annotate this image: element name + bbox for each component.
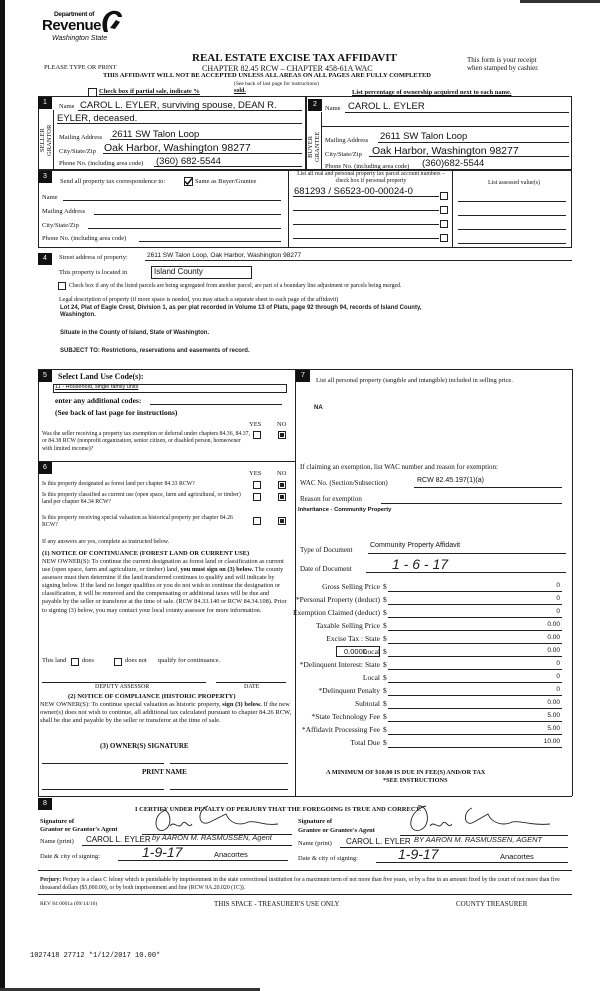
situate-text[interactable]: Situate in the County of Island, State of Washington.: [60, 330, 210, 336]
does-qualify-checkbox[interactable]: [71, 658, 79, 666]
seller-exemption-question: Was the seller receiving a property tax exemption or deferral under chapters 84.36, 84.37, or 84.38 RCW (nonprofit organization, senior citizen, or disabled person, homeowner with limited income)?: [42, 431, 250, 452]
does-label: does: [82, 657, 94, 664]
parcel-line-2[interactable]: [293, 203, 439, 211]
grantor-sig-label-1: Signature of: [40, 818, 75, 825]
notice-of-compliance-text: [40, 701, 292, 724]
deputy-assessor-sig-line[interactable]: [42, 672, 206, 683]
reason-exemption-label: Reason for exemption: [300, 495, 362, 503]
current-use-yes[interactable]: [253, 493, 261, 501]
notice-of-continuance-text: [42, 558, 290, 615]
assessor-date-line[interactable]: [216, 672, 286, 683]
section-6-yes-header: YES: [249, 470, 262, 477]
corr-address-input[interactable]: [94, 207, 281, 215]
historical-property-yes[interactable]: [253, 517, 261, 525]
assessed-line-3[interactable]: [458, 222, 566, 230]
dollar-sign: $: [383, 738, 387, 747]
street-address-label: Street address of property:: [59, 254, 128, 261]
personal-property-checkbox-4[interactable]: [440, 234, 448, 242]
buyer-name-line-2: [322, 117, 569, 127]
fee-label: Total Due: [350, 738, 380, 747]
buyer-city-value[interactable]: Oak Harbor, Washington 98277: [372, 145, 519, 157]
parcel-line-3[interactable]: [293, 217, 439, 225]
section-5-number: 5: [38, 370, 52, 382]
forest-land-yes[interactable]: [253, 481, 261, 489]
grantee-agent-handwritten: BY AARON M. RASMUSSEN, AGENT: [414, 835, 543, 844]
fee-value[interactable]: 0.00: [547, 621, 560, 628]
corr-city-input[interactable]: [88, 221, 281, 229]
fee-row: [298, 634, 566, 645]
buyer-city-label: City/State/Zip: [325, 151, 362, 158]
segregated-checkbox[interactable]: [58, 282, 66, 290]
historical-property-question: Is this property receiving special valuation as historical property per chapter 84.26 RCW?: [42, 515, 233, 529]
dor-logo-icon: [98, 8, 124, 34]
dollar-sign: $: [383, 712, 387, 721]
parcel-header: List all real and personal property tax parcel account numbers – check box if personal property: [297, 171, 445, 184]
notice2-text-a: NEW OWNER(S): To continue special valuation as historic property,: [40, 701, 221, 708]
grantee-name-print-label: Name (print): [298, 840, 332, 847]
grantor-signature: [148, 800, 288, 836]
buyer-address-label: Mailing Address: [325, 137, 369, 144]
fee-row: [295, 595, 566, 606]
same-as-buyer-checkbox[interactable]: [184, 177, 193, 186]
grantee-sig-label-1: Signature of: [298, 818, 333, 825]
receipt-note-1: This form is your receipt: [467, 56, 537, 64]
fee-label: *Affidavit Processing Fee: [301, 725, 380, 734]
see-instructions-note: *SEE INSTRUCTIONS: [383, 777, 448, 784]
additional-codes-input[interactable]: [150, 396, 282, 405]
fee-label: *Delinquent Interest: State: [299, 660, 380, 669]
personal-property-label: List all personal property (tangible and intangible) included in selling price.: [316, 377, 513, 384]
footer-top-border: [38, 870, 572, 871]
left-border: [38, 369, 39, 796]
fee-label: Local: [362, 647, 380, 656]
document-date-value[interactable]: 1 - 6 - 17: [392, 556, 449, 572]
county-treasurer: COUNTY TREASURER: [456, 900, 528, 908]
grantor-sig-label-2: Grantor or Grantor's Agent: [40, 826, 118, 833]
fee-row: [298, 582, 566, 593]
grantor-date-value[interactable]: 1-9-17: [142, 844, 183, 860]
sold-label: sold.: [234, 88, 246, 94]
form-title: REAL ESTATE EXCISE TAX AFFIDAVIT: [192, 52, 397, 64]
partial-sale-label: Check box if partial sale, indicate %: [99, 88, 200, 95]
perjury-text: Perjury is a class C felony which is punishable by imprisonment in the state correctional institution for a maximum term of not more than five years, or by a fine in an amount fixed by the court of not more than five thousand dollars ($5,000.00), or by both imprisonment and fine (RCW 9A.20.020 (1C)).: [40, 877, 560, 891]
scan-edge: [0, 0, 5, 991]
assessed-line-2[interactable]: [458, 208, 566, 216]
see-back-instructions: (See back of last page for instructions): [234, 81, 319, 87]
owner-sig-line-2[interactable]: [170, 754, 288, 764]
fee-line: [388, 617, 562, 618]
fee-value[interactable]: 0: [556, 595, 560, 602]
fee-value[interactable]: 0.00: [547, 699, 560, 706]
personal-property-checkbox-3[interactable]: [440, 220, 448, 228]
if-yes-instructions: If any answers are yes, complete as instructed below.: [42, 539, 170, 545]
grantor-date-city-label: Date & city of signing:: [40, 853, 100, 860]
fee-value[interactable]: 0: [556, 660, 560, 667]
buyer-phone-label: Phone No. (including area code): [325, 163, 410, 170]
section-4-number: 4: [38, 253, 52, 265]
ownership-note: List percentage of ownership acquired next to each name.: [352, 89, 512, 96]
dor-logo: [40, 4, 130, 50]
fee-value[interactable]: 0: [556, 673, 560, 680]
wac-label: WAC No. (Section/Subsection): [300, 479, 388, 487]
document-type-value[interactable]: Community Property Affidavit: [370, 542, 461, 549]
fee-line: [388, 669, 562, 670]
seller-exemption-yes[interactable]: [253, 431, 261, 439]
owner-signature-label: (3) OWNER(S) SIGNATURE: [100, 742, 189, 750]
grantee-date-city-label: Date & city of signing:: [298, 855, 358, 862]
county-value[interactable]: Island County: [154, 267, 203, 276]
seller-exemption-no[interactable]: [278, 431, 286, 439]
parcel-number-1[interactable]: 681293 / S6523-00-00024-0: [294, 186, 413, 197]
does-not-qualify-checkbox[interactable]: [114, 658, 122, 666]
fee-value[interactable]: 0.00: [547, 647, 560, 654]
perjury-bottom-border: [38, 894, 572, 895]
owner-sig-line-1[interactable]: [42, 754, 164, 764]
forest-land-no[interactable]: [278, 481, 286, 489]
fee-value[interactable]: 0: [556, 582, 560, 589]
dollar-sign: $: [383, 634, 387, 643]
buyer-grantee-label: BUYER GRANTEE: [307, 131, 321, 163]
seller-name-value-1[interactable]: CAROL L. EYLER, surviving spouse, DEAN R.: [80, 100, 277, 111]
assessed-line-4[interactable]: [458, 236, 566, 244]
grantor-agent-handwritten: by AARON M. RASMUSSEN, Agent: [152, 833, 272, 842]
personal-property-checkbox-2[interactable]: [440, 206, 448, 214]
current-use-question: Is this property classified as current use (open space, farm and agricultural, or timber) land per chapter 84.34 RCW?: [42, 492, 241, 506]
grantor-city-value[interactable]: Anacortes: [214, 850, 248, 859]
fee-label: Exemption Claimed (deduct): [292, 608, 380, 617]
assessed-line-1[interactable]: [458, 194, 566, 202]
grantee-date-value[interactable]: 1-9-17: [398, 846, 439, 862]
notice-of-continuance-title: (1) NOTICE OF CONTINUANCE (FOREST LAND OR CURRENT USE): [42, 550, 250, 557]
assessor-date-label: DATE: [244, 684, 260, 690]
right-border: [572, 369, 573, 796]
certification-statement: I CERTIFY UNDER PENALTY OF PERJURY THAT THE FOREGOING IS TRUE AND CORRECT.: [135, 806, 422, 813]
checkmark-icon: [184, 177, 193, 186]
fee-line: [388, 734, 562, 735]
legal-description-line-1[interactable]: Lot 24, Plat of Eagle Crest, Division 1, as per plat recorded in Volume 13 of Plats, page 92 through 94, records of Island County,: [60, 305, 422, 311]
dollar-sign: $: [383, 660, 387, 669]
completion-warning: THIS AFFIDAVIT WILL NOT BE ACCEPTED UNLESS ALL AREAS ON ALL PAGES ARE FULLY COMPLETED: [103, 72, 431, 79]
forest-land-question: Is this property designated as forest land per chapter 84.33 RCW?: [42, 481, 195, 487]
corr-phone-label: Phone No. (including area code): [42, 235, 127, 242]
section-5-instructions: (See back of last page for instructions): [55, 408, 178, 417]
notice1-text-bold: you must sign on (3) below.: [180, 566, 254, 574]
fee-line: [388, 604, 562, 605]
land-use-label: Select Land Use Code(s):: [58, 372, 144, 381]
street-address-value[interactable]: 2611 SW Talon Loop, Oak Harbor, Washington 98277: [147, 252, 302, 259]
fee-line: [388, 682, 562, 683]
reason-line: [381, 494, 562, 504]
dollar-sign: $: [383, 686, 387, 695]
section-6-no-header: NO: [277, 470, 287, 477]
fee-value[interactable]: 5.00: [547, 712, 560, 719]
grantee-city-value[interactable]: Anacortes: [500, 852, 534, 861]
print-name-label: PRINT NAME: [142, 768, 187, 776]
fee-line: [388, 708, 562, 709]
seller-address-label: Mailing Address: [59, 134, 103, 141]
fee-row: [298, 725, 566, 736]
corr-phone-input[interactable]: [139, 234, 281, 242]
dollar-sign: $: [383, 582, 387, 591]
notice-of-compliance-title: (2) NOTICE OF COMPLIANCE (HISTORIC PROPERTY): [68, 693, 236, 700]
print-name-line-1[interactable]: [42, 780, 164, 790]
legal-description-label: Legal description of property (if more space is needed, you may attach a separate sheet to each page of the affidavit): [59, 297, 339, 303]
historical-property-no[interactable]: [278, 517, 286, 525]
section-7-number: 7: [296, 370, 310, 382]
wac-value[interactable]: RCW 82.45.197(1)(a): [417, 477, 484, 484]
fee-label: Subtotal: [354, 699, 380, 708]
corr-name-input[interactable]: [63, 193, 281, 201]
grantee-signature: [400, 798, 560, 836]
treasurer-use-only: THIS SPACE - TREASURER'S USE ONLY: [214, 900, 340, 908]
seller-grantor-label: SELLER GRANTOR: [39, 124, 53, 156]
segregated-label: Check box if any of the listed parcels are being segregated from another parcel, are part of a boundary line adjustment or parcels being merged.: [69, 283, 402, 289]
fee-value[interactable]: 10.00: [543, 738, 560, 745]
does-not-label: does not: [125, 657, 147, 664]
fee-label: Gross Selling Price: [322, 582, 380, 591]
section-6-top-border: [38, 461, 295, 462]
section-5-no-header: NO: [277, 421, 287, 428]
fee-label: Local: [362, 673, 380, 682]
assessed-divider: [452, 170, 453, 248]
reason-exemption-value[interactable]: Inheritance - Community Property: [298, 507, 392, 513]
receipt-note-2: when stamped by cashier.: [467, 64, 539, 72]
personal-property-checkbox-1[interactable]: [440, 192, 448, 200]
section-3-number: 3: [38, 171, 52, 183]
fee-line: [388, 747, 562, 748]
print-name-line-2[interactable]: [170, 780, 288, 790]
fee-label: Excise Tax : State: [326, 634, 380, 643]
seller-name-value-2[interactable]: EYLER, deceased.: [57, 113, 138, 124]
logo-dept: Department of: [54, 11, 95, 18]
fee-line: [388, 643, 562, 644]
corr-city-label: City/State/Zip: [42, 222, 79, 229]
exemption-header: If claiming an exemption, list WAC number and reason for exemption:: [300, 463, 498, 471]
section-6-number: 6: [38, 462, 52, 474]
corr-address-label: Mailing Address: [42, 208, 86, 215]
this-land-label: This land: [42, 657, 67, 664]
fee-value[interactable]: 5.00: [547, 725, 560, 732]
fee-line: [388, 695, 562, 696]
notice1-text-a: NEW OWNER(S): To continue the current designation as forest land or classification as current use (open space, farm and agriculture, or timber) land,: [42, 558, 284, 574]
seller-phone-label: Phone No. (including area code): [59, 160, 144, 167]
grantor-name-print-label: Name (print): [40, 838, 74, 845]
fee-line: [388, 591, 562, 592]
send-correspondence-label: Send all property tax correspondence to:: [60, 178, 166, 185]
form-chapter: CHAPTER 82.45 RCW – CHAPTER 458-61A WAC: [202, 64, 373, 73]
parcel-line-4[interactable]: [293, 231, 439, 239]
seller-name-label: Name: [59, 103, 75, 110]
please-type-or-print: PLEASE TYPE OR PRINT: [44, 64, 117, 71]
fee-row: [298, 621, 566, 632]
section-1-number: 1: [38, 97, 52, 109]
buyer-phone-value[interactable]: (360)682-5544: [422, 158, 485, 169]
fee-value[interactable]: 0: [556, 686, 560, 693]
fee-label: *Personal Property (deduct): [295, 595, 380, 604]
subject-to-text[interactable]: SUBJECT TO: Restrictions, reservations and easements of record.: [60, 348, 250, 354]
dollar-sign: $: [383, 647, 387, 656]
section-5-yes-header: YES: [249, 421, 262, 428]
buyer-name-label: Name: [325, 105, 341, 112]
perjury-notice: [40, 876, 570, 892]
legal-description-line-2[interactable]: Washington.: [60, 312, 96, 318]
dollar-sign: $: [383, 608, 387, 617]
dollar-sign: $: [383, 725, 387, 734]
section-2-number: 2: [308, 99, 322, 111]
local-rate-value[interactable]: 0.0000: [344, 647, 367, 656]
fee-row: [292, 608, 566, 619]
middle-divider: [295, 369, 296, 796]
dollar-sign: $: [383, 673, 387, 682]
notice1-text-b: The county assessor must then determine if the land transferred continues to qualify and will indicate by signing below. If the land no longer qualifies or you do not wish to continue the designation or classification, it will be removed and the compensating or additional taxes will be due and payable by the seller or transferor at the time of sale. (RCW 84.33.140 or RCW 84.34.108). Prior to signing (3) below, you may contact your local county assessor for more information.: [42, 566, 287, 614]
fee-row: [298, 712, 566, 723]
fee-row: [298, 699, 566, 710]
cashier-stamp: 1027418 27712 *1/12/2017 10.00*: [30, 952, 161, 960]
fee-line: [388, 630, 562, 631]
grantee-name-value[interactable]: CAROL L. EYLER: [346, 837, 411, 846]
document-type-label: Type of Document: [300, 546, 353, 554]
section-8-top-border: [38, 796, 572, 797]
fee-line: [388, 656, 562, 657]
seller-city-label: City/State/Zip: [59, 148, 96, 155]
notice2-text-b: If the new owner(s) does not wish to continue, all additional tax calculated pursuant to chapter 84.26 RCW, shall be due and payable by the seller or transferor at the time of sale.: [40, 701, 292, 724]
same-as-buyer-label: Same as Buyer/Grantee: [195, 178, 257, 185]
located-in-label: This property is located in: [59, 269, 128, 276]
section-8-number: 8: [38, 798, 52, 810]
grantor-name-value[interactable]: CAROL L. EYLER: [86, 835, 151, 844]
fee-row: [298, 738, 566, 749]
fee-row: [298, 686, 566, 697]
assessed-header: List assessed value(s): [488, 180, 540, 186]
current-use-no[interactable]: [278, 493, 286, 501]
seller-phone-value[interactable]: (360) 682-5544: [156, 156, 221, 167]
fee-row: [298, 673, 566, 684]
form-id: REV 84 0001a (09/14/16): [40, 901, 98, 907]
minimum-fee-note: A MINIMUM OF $10.00 IS DUE IN FEE(S) AND/OR TAX: [326, 769, 486, 776]
buyer-address-value[interactable]: 2611 SW Talon Loop: [380, 131, 468, 142]
dollar-sign: $: [383, 621, 387, 630]
fee-row: [298, 660, 566, 671]
land-use-value[interactable]: 11 - Household, single family units: [55, 384, 139, 390]
scan-edge-top: [520, 0, 600, 3]
fee-label: Taxable Selling Price: [315, 621, 380, 630]
fee-label: *State Technology Fee: [311, 712, 380, 721]
buyer-name-value[interactable]: CAROL L. EYLER: [348, 101, 425, 112]
logo-state: Washington State: [52, 35, 108, 42]
seller-city-value[interactable]: Oak Harbor, Washington 98277: [104, 142, 251, 154]
fee-line: [388, 721, 562, 722]
grantee-sig-label-2: Grantee or Grantee's Agent: [298, 827, 375, 834]
fee-value[interactable]: 0.00: [547, 634, 560, 641]
document-date-label: Date of Document: [300, 565, 352, 573]
perjury-label: Perjury:: [40, 877, 62, 883]
seller-address-value[interactable]: 2611 SW Talon Loop: [112, 129, 200, 140]
fee-label: *Delinquent Penalty: [318, 686, 380, 695]
personal-property-value[interactable]: NA: [314, 405, 323, 411]
corr-name-label: Name: [42, 194, 58, 201]
dollar-sign: $: [383, 595, 387, 604]
logo-name: Revenue: [42, 17, 102, 34]
fee-value[interactable]: 0: [556, 608, 560, 615]
deputy-assessor-label: DEPUTY ASSESSOR: [95, 684, 150, 690]
qualify-label: qualify for continuance.: [158, 657, 221, 664]
additional-codes-label: enter any additional codes:: [55, 396, 142, 405]
notice2-text-bold: sign (3) below.: [222, 701, 262, 708]
parcel-divider: [288, 170, 289, 248]
dollar-sign: $: [383, 699, 387, 708]
